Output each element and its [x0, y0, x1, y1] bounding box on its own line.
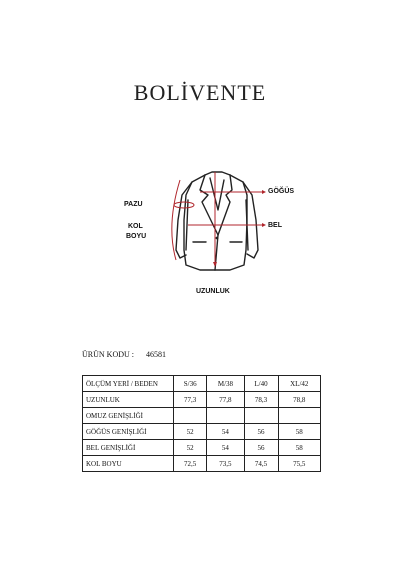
table-row — [83, 408, 321, 424]
label-uzunluk: UZUNLUK — [196, 288, 230, 295]
product-code — [82, 350, 166, 359]
table-cell — [244, 408, 278, 424]
table-header-row — [83, 376, 321, 392]
table-cell — [207, 408, 244, 424]
table-cell: 77,8 — [207, 392, 244, 408]
table-cell: 56 — [244, 440, 278, 456]
product-code-value: 46581 — [146, 350, 166, 359]
table-header: M/38 — [207, 376, 244, 392]
table-cell: GÖĞÜS GENİŞLİĞİ — [83, 424, 174, 440]
table-row — [83, 440, 321, 456]
table-cell: UZUNLUK — [83, 392, 174, 408]
table-cell — [278, 408, 320, 424]
table-row — [83, 424, 321, 440]
label-bel: BEL — [268, 222, 282, 229]
product-code-label: ÜRÜN KODU : — [82, 350, 134, 359]
table-cell: 78,8 — [278, 392, 320, 408]
table-row — [83, 456, 321, 472]
jacket-diagram — [0, 150, 400, 310]
table-row — [83, 392, 321, 408]
table-cell: 52 — [174, 424, 207, 440]
table-header: XL/42 — [278, 376, 320, 392]
table-cell: 54 — [207, 424, 244, 440]
table-cell: 74,5 — [244, 456, 278, 472]
table-cell: KOL BOYU — [83, 456, 174, 472]
button-dot — [216, 237, 219, 240]
brand-logo: BOLİVENTE — [133, 80, 267, 105]
table-header: L/40 — [244, 376, 278, 392]
table-cell: 77,3 — [174, 392, 207, 408]
size-table — [82, 375, 321, 472]
table-cell — [174, 408, 207, 424]
table-cell: 58 — [278, 424, 320, 440]
table-cell: 54 — [207, 440, 244, 456]
table-cell: BEL GENİŞLİĞİ — [83, 440, 174, 456]
label-boyu: BOYU — [126, 233, 147, 240]
table-header: ÖLÇÜM YERİ / BEDEN — [83, 376, 174, 392]
table-cell: 56 — [244, 424, 278, 440]
table-cell: 78,3 — [244, 392, 278, 408]
table-cell: 52 — [174, 440, 207, 456]
table-cell: OMUZ GENİŞLİĞİ — [83, 408, 174, 424]
table-cell: 58 — [278, 440, 320, 456]
table-cell: 73,5 — [207, 456, 244, 472]
label-gogus: GÖĞÜS — [268, 188, 295, 195]
table-cell: 72,5 — [174, 456, 207, 472]
label-kol: KOL — [128, 223, 143, 230]
table-cell: 75,5 — [278, 456, 320, 472]
label-pazu: PAZU — [124, 201, 143, 208]
jacket-illustration — [0, 150, 400, 310]
table-header: S/36 — [174, 376, 207, 392]
